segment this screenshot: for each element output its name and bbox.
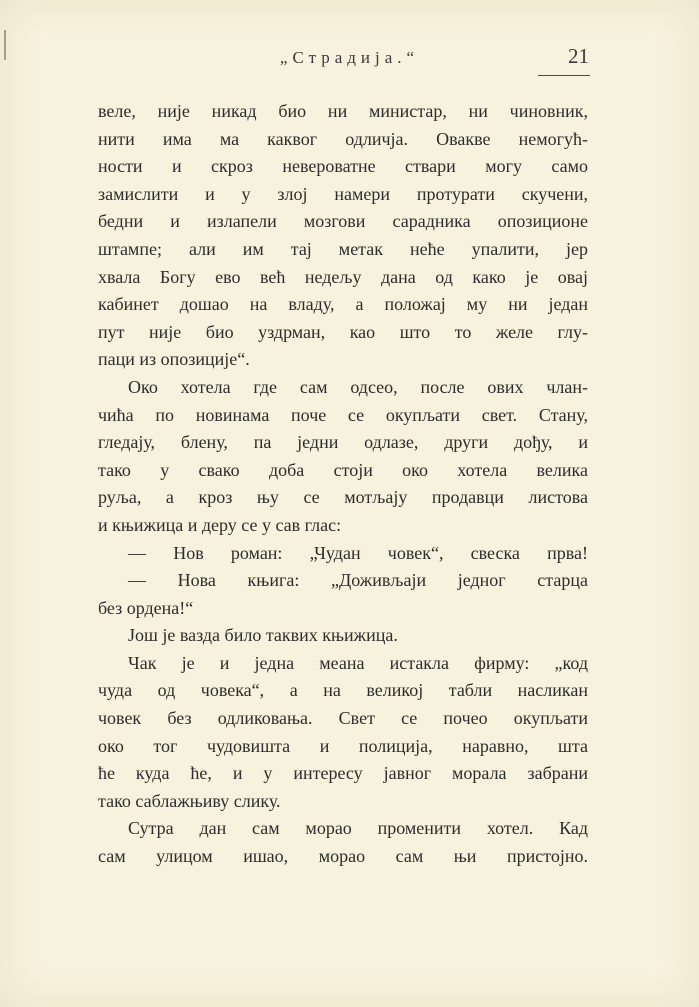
text-line: кабинет дошао на владу, а положај му ни један	[98, 294, 588, 315]
text-line: Чак је и једна меана истакла фирму: „код	[128, 652, 588, 673]
text-line: Сутра дан сам морао променити хотел. Кад	[128, 818, 588, 839]
text-line: тако саблажњиву слику.	[98, 790, 281, 811]
text-line: Још је вазда било таквих књижица.	[128, 625, 398, 646]
text-line: пут није био уздрман, као што то желе глу-	[98, 321, 588, 342]
text-line: веле, није никад био ни министар, ни чиновник,	[98, 101, 588, 121]
text-line: гледају, блену, па једни одлазе, други дођу, и	[98, 432, 588, 453]
page-number: 21	[568, 44, 589, 68]
text-line: хвала Богу ево већ недељу дана од како је овај	[98, 266, 588, 287]
text-line: око тог чудовишта и полиција, наравно, шта	[98, 735, 588, 756]
text-line: сам улицом ишао, морао сам њи пристојно.	[98, 846, 588, 867]
text-line: штампе; али им тај метак неће упалити, јер	[98, 238, 588, 259]
text-line: нити има ма каквог одличја. Овакве немогућ-	[98, 128, 588, 149]
text-line: паци из опозиције“.	[98, 349, 250, 370]
text-line: тако у свако доба стоји око хотела велика	[98, 459, 588, 480]
text-line: и књижица и деру се у сав глас:	[98, 514, 342, 535]
running-title: „Страдија.“	[279, 48, 420, 67]
text-line: чуда од човека“, а на великој табли насликан	[98, 680, 588, 701]
text-line: замислити и у злој намери протурати скучени,	[98, 183, 588, 204]
text-line: ности и скроз невероватне ствари могу само	[98, 156, 588, 177]
text-line: човек без одликовања. Свет се почео окупљати	[98, 708, 588, 729]
text-line: без ордена!“	[98, 597, 194, 618]
text-line: — Нов роман: „Чудан човек“, свеска прва!	[128, 542, 588, 563]
text-line: бедни и излапели мозгови сарадника опозиционе	[98, 211, 588, 232]
text-line: Око хотела где сам одсео, после ових члан-	[128, 376, 588, 397]
header-rule	[538, 75, 590, 76]
text-line: чића по новинама поче се окупљати свет. Стану,	[98, 404, 588, 425]
body-text	[98, 98, 588, 871]
text-line: ће куда ће, и у интересу јавног морала забрани	[98, 763, 588, 784]
text-line: руља, а кроз њу се мотљају продавци листова	[98, 487, 588, 508]
text-line: — Нова књига: „Доживљаји једног старца	[128, 570, 588, 591]
